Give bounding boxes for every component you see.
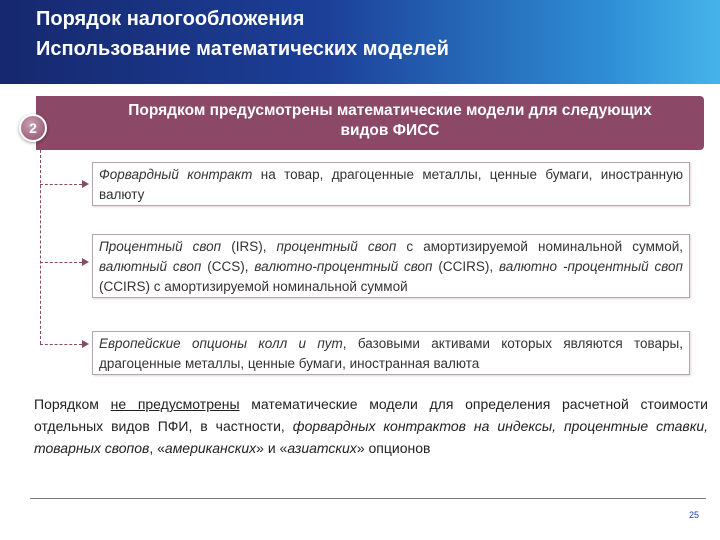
section-number-badge: 2 bbox=[19, 114, 47, 142]
footer-divider bbox=[30, 498, 706, 499]
text-run: математические модели для определения расчетной стоимости отдельных видов ПФИ, в частности, bbox=[34, 396, 708, 434]
note-text bbox=[34, 396, 708, 456]
banner-line-1: Порядком предусмотрены математические модели для следующих bbox=[128, 102, 652, 119]
slide-header bbox=[0, 0, 720, 84]
text-run: американских bbox=[164, 440, 257, 456]
text-run: Форвардный контракт bbox=[99, 167, 253, 182]
text-run: валютно-процентный своп bbox=[254, 259, 433, 274]
text-run: не предусмотрены bbox=[110, 396, 240, 412]
text-run: Процентный своп bbox=[99, 239, 222, 254]
connector-vertical bbox=[40, 150, 41, 344]
title-line-2: Использование математических моделей bbox=[36, 38, 449, 60]
text-run: Порядком bbox=[34, 396, 111, 412]
page-number: 25 bbox=[689, 510, 700, 520]
title-line-1: Порядок налогообложения bbox=[36, 8, 305, 30]
arrow-icon bbox=[82, 258, 89, 266]
item-text bbox=[99, 239, 683, 294]
text-run: , базовыми активами которых являются товары, драгоценные металлы, ценные бумаги, иностранная валюта bbox=[99, 336, 683, 371]
text-run: Европейские опционы колл и пут bbox=[99, 336, 343, 351]
arrow-icon bbox=[82, 340, 89, 348]
text-run: азиатских bbox=[287, 440, 357, 456]
text-run: валютный своп bbox=[99, 259, 202, 274]
text-run: на товар, драгоценные металлы, ценные бумаги, иностранную валюту bbox=[99, 167, 683, 202]
item-box-forward bbox=[92, 162, 690, 206]
not-provided-note bbox=[34, 393, 708, 459]
connector-branch-3 bbox=[40, 344, 82, 345]
text-run: с амортизируемой номинальной суммой, bbox=[396, 239, 684, 254]
item-text bbox=[99, 167, 683, 202]
text-run: (CCIRS), bbox=[432, 259, 499, 274]
text-run: форвардных контрактов на индексы, процентные ставки, товарных свопов bbox=[34, 418, 708, 456]
banner-line-2: видов ФИСС bbox=[340, 122, 440, 139]
item-box-options bbox=[92, 331, 690, 375]
item-box-swaps bbox=[92, 234, 690, 298]
text-run: валютно -процентный своп bbox=[499, 259, 683, 274]
text-run: , « bbox=[149, 440, 165, 456]
banner-text bbox=[86, 101, 694, 141]
text-run: » и « bbox=[256, 440, 288, 456]
text-run: процентный своп bbox=[276, 239, 397, 254]
item-text bbox=[99, 336, 683, 371]
text-run: » опционов bbox=[356, 440, 431, 456]
slide-title bbox=[36, 4, 449, 64]
arrow-icon bbox=[82, 180, 89, 188]
connector-branch-2 bbox=[40, 262, 82, 263]
connector-branch-1 bbox=[40, 184, 82, 185]
text-run: (CCIRS) с амортизируемой номинальной суммой bbox=[99, 279, 408, 294]
text-run: (CCS), bbox=[201, 259, 255, 274]
section-banner bbox=[36, 96, 704, 150]
text-run: (IRS), bbox=[221, 239, 277, 254]
